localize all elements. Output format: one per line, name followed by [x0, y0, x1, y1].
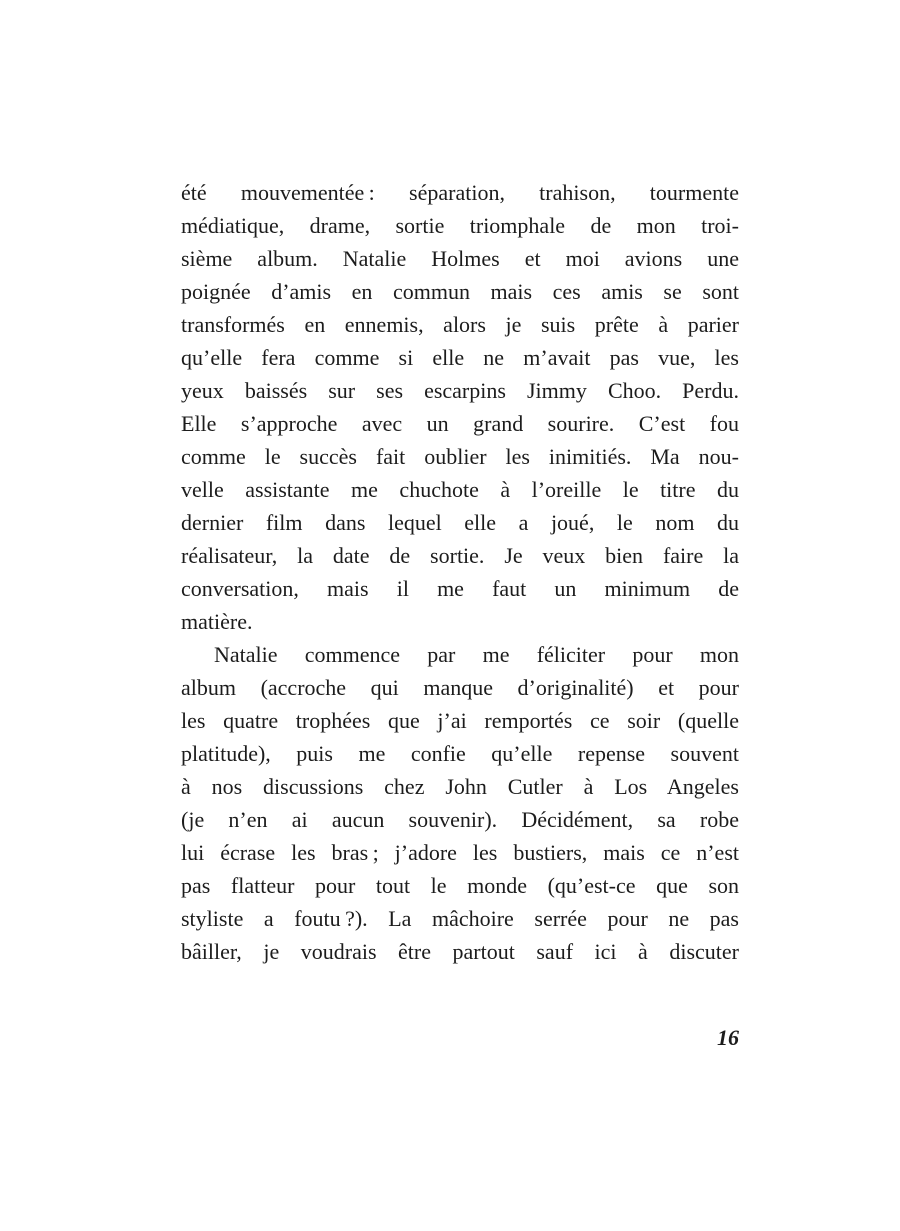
text-line: platitude), puis me confie qu’elle repense souvent: [181, 741, 739, 766]
text-line: Elle s’approche avec un grand sourire. C’est fou: [181, 411, 739, 436]
text-line: transformés en ennemis, alors je suis prête à parier: [181, 312, 739, 337]
text-line: sième album. Natalie Holmes et moi avions une: [181, 246, 739, 271]
text-line: poignée d’amis en commun mais ces amis se sont: [181, 279, 739, 304]
body-text: [181, 176, 739, 968]
text-line: comme le succès fait oublier les inimitiés. Ma nou-: [181, 444, 739, 469]
text-line: été mouvementée : séparation, trahison, tourmente: [181, 180, 739, 205]
text-line: pas flatteur pour tout le monde (qu’est-ce que son: [181, 873, 739, 898]
text-line: album (accroche qui manque d’originalité) et pour: [181, 675, 739, 700]
text-line: Natalie commence par me féliciter pour mon: [214, 642, 739, 667]
text-line: dernier film dans lequel elle a joué, le nom du: [181, 510, 739, 535]
page-number: 16: [717, 1025, 739, 1050]
text-line: à nos discussions chez John Cutler à Los Angeles: [181, 774, 739, 799]
text-line: styliste a foutu ?). La mâchoire serrée pour ne pas: [181, 906, 739, 931]
text-line: lui écrase les bras ; j’adore les bustiers, mais ce n’est: [181, 840, 739, 865]
text-line: matière.: [181, 609, 253, 634]
text-line: réalisateur, la date de sortie. Je veux bien faire la: [181, 543, 739, 568]
text-line: (je n’en ai aucun souvenir). Décidément, sa robe: [181, 807, 739, 832]
text-line: qu’elle fera comme si elle ne m’avait pas vue, les: [181, 345, 739, 370]
text-line: les quatre trophées que j’ai remportés ce soir (quelle: [181, 708, 739, 733]
text-line: yeux baissés sur ses escarpins Jimmy Choo. Perdu.: [181, 378, 739, 403]
text-line: médiatique, drame, sortie triomphale de mon troi-: [181, 213, 739, 238]
text-line: velle assistante me chuchote à l’oreille le titre du: [181, 477, 739, 502]
text-line: conversation, mais il me faut un minimum de: [181, 576, 739, 601]
text-line: bâiller, je voudrais être partout sauf ici à discuter: [181, 939, 739, 964]
